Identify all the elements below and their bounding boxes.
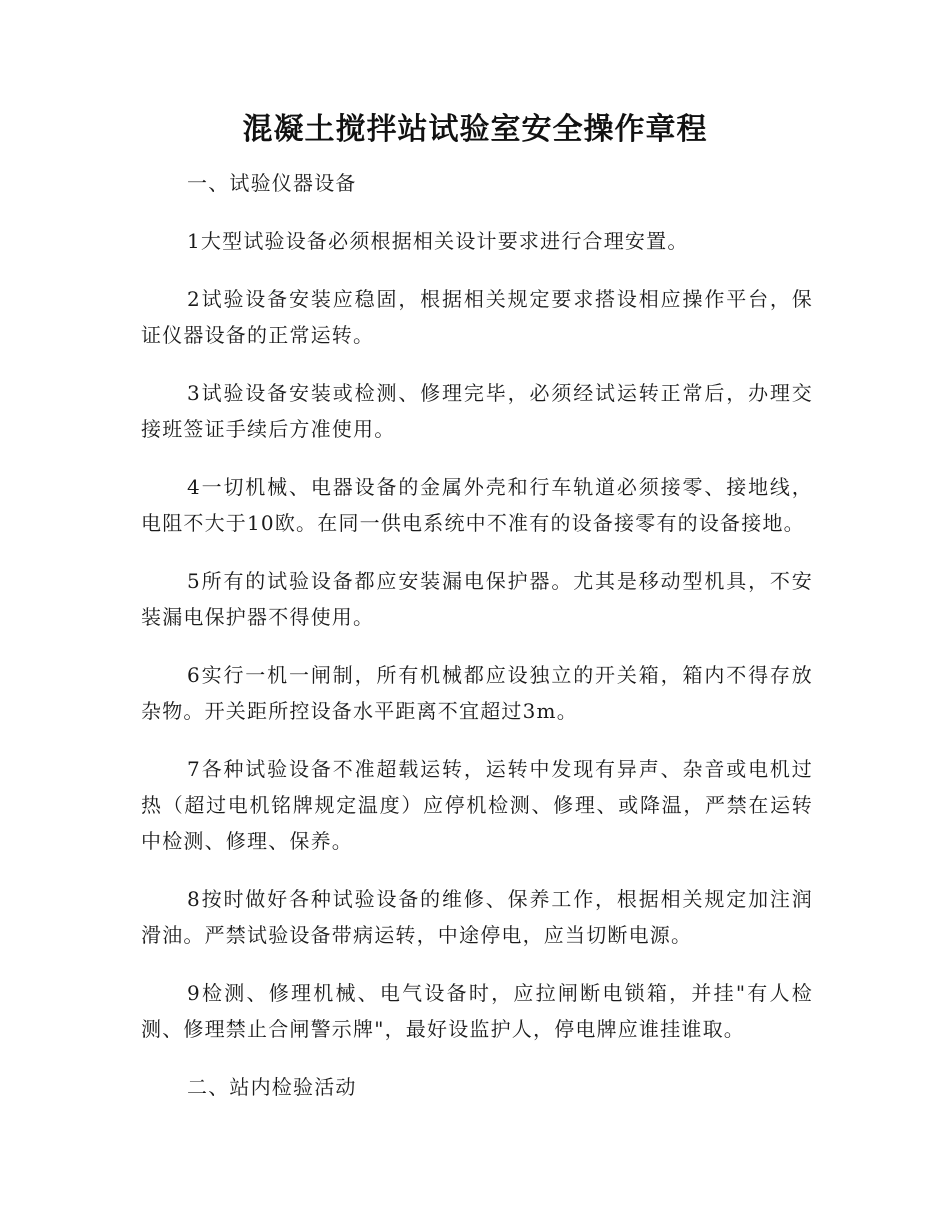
paragraph-item-3: 3试验设备安装或检测、修理完毕，必须经试运转正常后，办理交接班签证手续后方准使用。: [141, 381, 813, 441]
paragraph-item-2: 2试验设备安装应稳固，根据相关规定要求搭设相应操作平台，保证仪器设备的正常运转。: [141, 287, 813, 347]
document-body: [141, 165, 813, 1127]
paragraph-item-1: 1大型试验设备必须根据相关设计要求进行合理安置。: [187, 229, 689, 253]
paragraph-item-9: 9检测、修理机械、电气设备时，应拉闸断电锁箱，并挂"有人检测、修理禁止合闸警示牌"，最好设监护人，停电牌应谁挂谁取。: [141, 981, 813, 1041]
document-title: 混凝土搅拌站试验室安全操作章程: [242, 112, 708, 147]
section-heading-equipment: 一、试验仪器设备: [187, 171, 357, 195]
paragraph-item-6: 6实行一机一闸制，所有机械都应设独立的开关箱，箱内不得存放杂物。开关距所控设备水平距离不宜超过3m。: [141, 663, 813, 723]
section-heading-inspection: 二、站内检验活动: [187, 1075, 357, 1099]
paragraph-item-8: 8按时做好各种试验设备的维修、保养工作，根据相关规定加注润滑油。严禁试验设备带病运转，中途停电，应当切断电源。: [141, 887, 813, 947]
paragraph-item-5: 5所有的试验设备都应安装漏电保护器。尤其是移动型机具，不安装漏电保护器不得使用。: [141, 569, 813, 629]
paragraph-item-4: 4一切机械、电器设备的金属外壳和行车轨道必须接零、接地线，电阻不大于10欧。在同一供电系统中不准有的设备接零有的设备接地。: [141, 475, 813, 535]
paragraph-item-7: 7各种试验设备不准超载运转，运转中发现有异声、杂音或电机过热（超过电机铭牌规定温度）应停机检测、修理、或降温，严禁在运转中检测、修理、保养。: [141, 757, 813, 853]
